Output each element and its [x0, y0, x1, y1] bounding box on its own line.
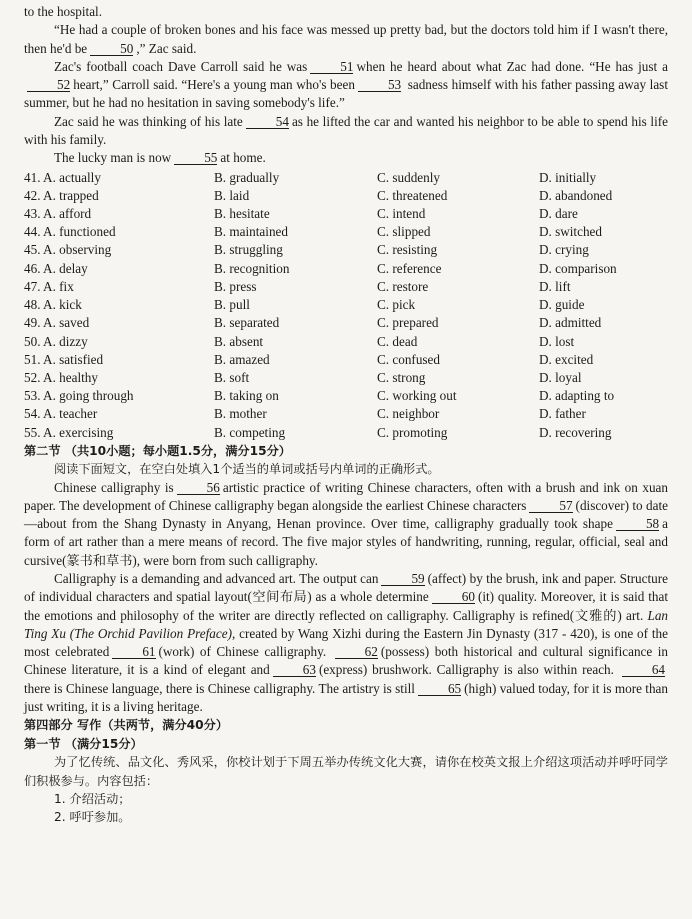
option-row: [24, 369, 668, 387]
section-heading: 第二节 （共10小题；每小题1.5分，满分15分）: [24, 443, 291, 458]
text: Calligraphy is a demanding and advanced art. The output can: [54, 571, 379, 586]
option-d: D. crying: [539, 242, 589, 258]
blank-51: 51: [310, 60, 353, 74]
option-d: D. comparison: [539, 260, 617, 276]
paragraph: [24, 58, 668, 113]
option-c: C. neighbor: [377, 406, 440, 422]
option-d: D. excited: [539, 351, 594, 367]
text: artistic practice of writing Chinese characters, often with a brush and ink on xuan paper. The development of Chinese calligraphy began alongside the earliest Chinese characters: [24, 479, 668, 513]
list-item: 1. 介绍活动；: [54, 791, 131, 806]
option-b: B. separated: [214, 315, 280, 331]
option-a: 45. A. observing: [24, 242, 112, 258]
option-a: 42. A. trapped: [24, 187, 99, 203]
text: as he lifted the car and wanted his neighbor to be able to spend his life with his family.: [24, 113, 668, 148]
text: sadness himself with his father passing away last summer, but he had no hesitation in saving somebody's life.”: [24, 77, 668, 111]
option-row: [24, 241, 668, 259]
option-a: 47. A. fix: [24, 278, 74, 294]
option-c: C. working out: [377, 388, 457, 404]
blank-58: 58: [616, 517, 659, 531]
option-a: 53. A. going through: [24, 388, 134, 404]
list-item: 2. 呼吁参加。: [54, 810, 131, 825]
blank-63: 63: [273, 663, 316, 677]
option-d: D. adapting to: [539, 388, 615, 404]
blank-53: 53: [358, 78, 401, 92]
work-title: Lan Ting Xu (The Orchid Pavilion Preface): [24, 607, 669, 641]
option-b: B. maintained: [214, 224, 288, 240]
passage-line: to the hospital.: [24, 4, 103, 19]
option-a: 46. A. delay: [24, 260, 88, 276]
text: “He had a couple of broken bones and his face was messed up pretty bad, but the doctors: [54, 22, 530, 38]
paragraph: [24, 113, 668, 150]
option-b: B. hesitate: [214, 206, 270, 222]
option-d: D. switched: [539, 224, 602, 240]
text: (high) valued today, for it is more than just writing, it is a living heritage.: [24, 680, 668, 715]
option-b: B. amazed: [214, 351, 270, 367]
grammar-passage: [24, 479, 668, 717]
text: , created by Wang Xizhi during the Eastern Jin Dynasty (317 - 420), is one of the most celebrated: [24, 625, 668, 660]
option-c: C. reference: [377, 260, 442, 276]
option-row: [24, 205, 668, 223]
option-d: D. father: [539, 406, 586, 422]
writing-prompt: 为了忆传统、品文化、秀风采，你校计划于下周五举办传统文化大赛，请你在校英文报上介绍这项活动并呼吁同学们积极参与。内容包括：: [24, 755, 668, 788]
option-d: D. recovering: [539, 424, 612, 440]
blank-61: 61: [112, 645, 155, 659]
text: (work) of Chinese calligraphy.: [158, 644, 327, 660]
blank-57: 57: [529, 499, 572, 513]
text: (express) brushwork. Calligraphy is also within reach.: [318, 662, 614, 678]
option-row: [24, 278, 668, 296]
option-b: B. gradually: [214, 169, 280, 185]
text: Chinese calligraphy is: [54, 479, 174, 495]
text: Zac said he was thinking of his late: [54, 113, 243, 129]
option-row: [24, 405, 668, 423]
option-row: [24, 333, 668, 351]
option-b: B. mother: [214, 406, 267, 422]
instruction: 阅读下面短文，在空白处填入1个适当的单词或括号内单词的正确形式。: [54, 462, 440, 477]
paragraph: [24, 21, 668, 58]
option-c: C. intend: [377, 206, 426, 222]
text: Zac's football coach Dave Carroll said he was: [54, 58, 308, 74]
option-a: 51. A. satisfied: [24, 351, 104, 367]
content-list: [24, 790, 668, 827]
option-a: 54. A. teacher: [24, 406, 98, 422]
paragraph: [24, 149, 668, 167]
option-c: C. dead: [377, 333, 418, 349]
option-d: D. loyal: [539, 369, 582, 385]
option-d: D. guide: [539, 297, 585, 313]
blank-59: 59: [381, 572, 424, 586]
blank-60: 60: [432, 590, 475, 604]
option-c: C. prepared: [377, 315, 439, 331]
option-row: [24, 424, 668, 442]
option-d: D. lift: [539, 278, 571, 294]
text: heart,” Carroll said. “Here's a young man who's been: [73, 77, 355, 93]
option-row: [24, 387, 668, 405]
option-b: B. absent: [214, 333, 264, 349]
option-b: B. laid: [214, 187, 250, 203]
option-row: [24, 296, 668, 314]
option-c: C. resisting: [377, 242, 438, 258]
option-b: B. soft: [214, 369, 250, 385]
paragraph: [24, 479, 668, 570]
text: ,” Zac said.: [136, 40, 197, 56]
option-a: 48. A. kick: [24, 297, 82, 313]
option-c: C. promoting: [377, 424, 448, 440]
option-d: D. initially: [539, 169, 597, 185]
option-row: [24, 260, 668, 278]
option-c: C. confused: [377, 351, 440, 367]
option-b: B. taking on: [214, 388, 279, 404]
option-b: B. recognition: [214, 260, 290, 276]
blank-52: 52: [27, 78, 70, 92]
blank-55: 55: [174, 151, 217, 165]
option-a: 41. A. actually: [24, 169, 101, 185]
text: a form of art rather than a mere means of record. The five major styles of handwriting, running, regular, official, seal and cursive(篆书和草书), were born from such calligraphy.: [24, 516, 668, 568]
cloze-passage: [24, 3, 668, 168]
text: when he heard about what Zac had: [356, 58, 551, 74]
option-c: C. strong: [377, 369, 426, 385]
text: done. “He has just a: [555, 58, 668, 74]
text: (discover) to date—about from the Shang Dynasty in Anyang, Henan province. Over time, calligraphy gradually took shape: [24, 497, 668, 532]
text: at home.: [220, 150, 266, 166]
text: told him if I wasn't there, then he'd be: [24, 22, 669, 56]
option-a: 44. A. functioned: [24, 224, 116, 240]
text: (affect) by the brush, ink and paper. Structure of individual characters and spatial layout(空间布局) as a whole determine: [24, 571, 669, 605]
text: (it) quality. Moreover, it is said that the emotions and philosophy of the writer are directly reflected on calligraphy. Calligraphy is refined(文雅的) art.: [24, 589, 669, 623]
option-c: C. pick: [377, 297, 416, 313]
option-c: C. suddenly: [377, 169, 441, 185]
blank-62: 62: [335, 645, 378, 659]
blank-54: 54: [246, 115, 289, 129]
option-a: 52. A. healthy: [24, 369, 98, 385]
option-row: [24, 169, 668, 187]
option-d: D. lost: [539, 333, 575, 349]
blank-65: 65: [418, 682, 461, 696]
answer-options: [24, 169, 668, 442]
option-a: 50. A. dizzy: [24, 333, 88, 349]
option-d: D. admitted: [539, 315, 602, 331]
option-row: [24, 187, 668, 205]
option-row: [24, 223, 668, 241]
option-b: B. press: [214, 278, 257, 294]
option-d: D. dare: [539, 206, 578, 222]
option-c: C. slipped: [377, 224, 431, 240]
option-a: 49. A. saved: [24, 315, 90, 331]
option-row: [24, 314, 668, 332]
option-a: 55. A. exercising: [24, 424, 114, 440]
option-c: C. threatened: [377, 187, 448, 203]
blank-50: 50: [90, 42, 133, 56]
option-row: [24, 351, 668, 369]
text: there is Chinese language, there is Chinese calligraphy. The artistry is still: [24, 680, 415, 696]
text: The lucky man is now: [54, 150, 172, 166]
option-b: B. struggling: [214, 242, 283, 258]
sub-heading: 第一节 （满分15分）: [24, 736, 143, 751]
option-a: 43. A. afford: [24, 206, 92, 222]
blank-64: 64: [622, 663, 665, 677]
part-heading: 第四部分 写作（共两节，满分40分）: [24, 718, 229, 733]
text: (possess) both historical and cultural significance in Chinese literature, it is a kind of elegant and: [24, 644, 669, 678]
blank-56: 56: [177, 481, 220, 495]
option-c: C. restore: [377, 278, 429, 294]
option-d: D. abandoned: [539, 187, 613, 203]
paragraph: [24, 570, 668, 716]
option-b: B. competing: [214, 424, 286, 440]
option-b: B. pull: [214, 297, 250, 313]
